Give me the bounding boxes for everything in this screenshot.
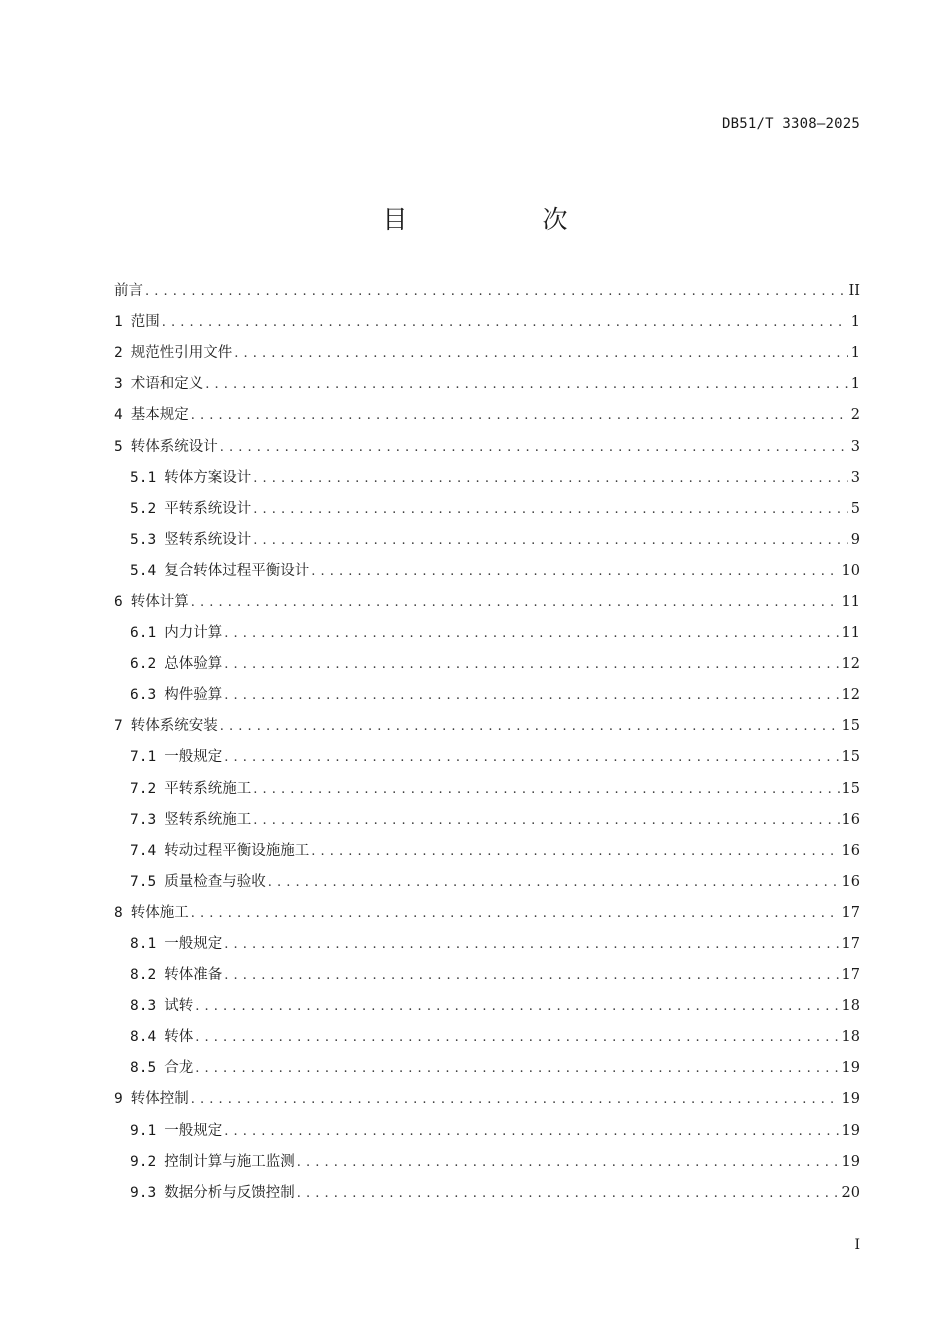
toc-entry-number: 4 xyxy=(114,407,123,424)
toc-entry-page: 15 xyxy=(841,749,860,766)
toc-entry-page: 18 xyxy=(841,1029,860,1046)
toc-entry-text: 平转系统设计 xyxy=(164,500,252,517)
toc-entry[interactable] xyxy=(114,400,860,431)
page-number: I xyxy=(854,1237,860,1253)
toc-entry-number: 8.3 xyxy=(130,998,157,1015)
toc-entry-number: 5.2 xyxy=(130,500,157,517)
toc-entry[interactable] xyxy=(114,618,860,649)
toc-entry-text: 转体施工 xyxy=(130,904,189,921)
toc-leader-dots xyxy=(205,369,848,400)
toc-entry-label xyxy=(130,494,253,525)
toc-entry-label xyxy=(130,556,311,587)
toc-entry-text: 转体控制 xyxy=(130,1091,189,1108)
toc-entry-page: 17 xyxy=(841,904,860,921)
toc-entry[interactable] xyxy=(114,338,860,369)
toc-entry[interactable] xyxy=(114,1053,860,1084)
toc-entry-page: 17 xyxy=(841,936,860,953)
toc-leader-dots xyxy=(297,1178,840,1209)
toc-entry-number: 1 xyxy=(114,314,123,331)
toc-entry[interactable] xyxy=(114,805,860,836)
toc-entry[interactable] xyxy=(114,307,860,338)
toc-entry-page: 18 xyxy=(841,998,860,1015)
toc-entry-text: 合龙 xyxy=(164,1060,194,1077)
toc-entry-number: 7 xyxy=(114,718,123,735)
toc-leader-dots xyxy=(220,432,848,463)
toc-leader-dots xyxy=(191,587,840,618)
toc-entry-label xyxy=(130,960,224,991)
toc-entry-label xyxy=(114,898,191,929)
toc-entry-text: 数据分析与反馈控制 xyxy=(164,1184,295,1201)
toc-entry-number: 7.1 xyxy=(130,749,157,766)
toc-entry-label xyxy=(114,400,191,431)
toc-entry-page: 15 xyxy=(841,718,860,735)
toc-entry-page: II xyxy=(848,283,860,300)
toc-leader-dots xyxy=(191,1084,840,1115)
toc-entry-label xyxy=(114,276,145,307)
toc-entry[interactable] xyxy=(114,711,860,742)
toc-entry-text: 转体系统设计 xyxy=(130,438,218,455)
table-of-contents xyxy=(114,276,860,1209)
toc-entry-number: 6.1 xyxy=(130,625,157,642)
toc-entry-text: 转体系统安装 xyxy=(130,718,218,735)
toc-entry[interactable] xyxy=(114,774,860,805)
toc-entry-label xyxy=(130,805,253,836)
toc-entry-number: 8.5 xyxy=(130,1060,157,1077)
toc-entry-label xyxy=(114,711,220,742)
toc-entry-number: 9.1 xyxy=(130,1122,157,1139)
toc-entry-label xyxy=(130,618,224,649)
toc-entry-label xyxy=(130,525,253,556)
toc-entry-page: 3 xyxy=(850,469,860,486)
toc-entry-page: 12 xyxy=(841,656,860,673)
toc-entry-label xyxy=(130,991,195,1022)
toc-entry-number: 8 xyxy=(114,904,123,921)
toc-entry-text: 基本规定 xyxy=(130,407,189,424)
toc-entry[interactable] xyxy=(114,836,860,867)
toc-entry-label xyxy=(130,1178,297,1209)
toc-entry[interactable] xyxy=(114,867,860,898)
toc-leader-dots xyxy=(224,1116,839,1147)
toc-entry-page: 5 xyxy=(850,500,860,517)
toc-entry[interactable] xyxy=(114,431,860,462)
toc-leader-dots xyxy=(253,525,848,556)
toc-entry-text: 范围 xyxy=(130,314,160,331)
toc-leader-dots xyxy=(191,400,848,431)
toc-entry-number: 6.3 xyxy=(130,687,157,704)
toc-entry-text: 一般规定 xyxy=(164,936,223,953)
toc-leader-dots xyxy=(253,774,839,805)
toc-entry-number: 7.4 xyxy=(130,842,157,859)
toc-entry-text: 一般规定 xyxy=(164,1122,223,1139)
toc-entry-number: 3 xyxy=(114,376,123,393)
page-title: 目 次 xyxy=(382,205,623,234)
toc-entry[interactable] xyxy=(114,680,860,711)
toc-leader-dots xyxy=(253,494,848,525)
toc-entry-number: 2 xyxy=(114,345,123,362)
toc-entry-page: 19 xyxy=(841,1153,860,1170)
toc-entry-text: 平转系统施工 xyxy=(164,780,252,797)
toc-entry[interactable] xyxy=(114,494,860,525)
toc-entry-text: 转体计算 xyxy=(130,593,189,610)
toc-entry-text: 转体准备 xyxy=(164,967,223,984)
toc-leader-dots xyxy=(224,649,839,680)
toc-entry-text: 总体验算 xyxy=(164,656,223,673)
toc-entry[interactable] xyxy=(114,587,860,618)
toc-entry-page: 9 xyxy=(850,531,860,548)
toc-entry-text: 术语和定义 xyxy=(130,376,204,393)
toc-leader-dots xyxy=(195,991,839,1022)
toc-entry-number: 8.1 xyxy=(130,936,157,953)
toc-entry-number: 5 xyxy=(114,438,123,455)
toc-entry-text: 试转 xyxy=(164,998,194,1015)
toc-leader-dots xyxy=(220,711,840,742)
toc-entry-page: 16 xyxy=(841,811,860,828)
toc-entry-page: 10 xyxy=(841,562,860,579)
toc-entry[interactable] xyxy=(114,649,860,680)
toc-entry[interactable] xyxy=(114,898,860,929)
document-code: DB51/T 3308—2025 xyxy=(721,116,860,132)
toc-entry-text: 内力计算 xyxy=(164,625,223,642)
toc-leader-dots xyxy=(253,463,848,494)
toc-entry-label xyxy=(130,1116,224,1147)
toc-entry-label xyxy=(130,1147,297,1178)
toc-entry[interactable] xyxy=(114,1022,860,1053)
toc-entry[interactable] xyxy=(114,1084,860,1115)
toc-entry-page: 19 xyxy=(841,1060,860,1077)
toc-entry-number: 6 xyxy=(114,593,123,610)
toc-entry-page: 1 xyxy=(850,345,860,362)
toc-entry-number: 7.5 xyxy=(130,873,157,890)
toc-entry[interactable] xyxy=(114,1116,860,1147)
toc-entry-page: 1 xyxy=(850,314,860,331)
toc-entry-text: 构件验算 xyxy=(164,687,223,704)
toc-entry[interactable] xyxy=(114,463,860,494)
toc-entry-page: 2 xyxy=(850,407,860,424)
toc-entry[interactable] xyxy=(114,991,860,1022)
toc-entry-label xyxy=(130,649,224,680)
toc-entry-label xyxy=(114,307,162,338)
toc-leader-dots xyxy=(224,618,839,649)
toc-entry-label xyxy=(114,587,191,618)
toc-entry-text: 转体 xyxy=(164,1029,194,1046)
toc-entry-page: 16 xyxy=(841,873,860,890)
toc-entry-page: 15 xyxy=(841,780,860,797)
toc-entry-page: 16 xyxy=(841,842,860,859)
toc-leader-dots xyxy=(224,960,839,991)
toc-leader-dots xyxy=(311,556,839,587)
toc-entry-page: 17 xyxy=(841,967,860,984)
toc-entry-label xyxy=(130,742,224,773)
toc-entry-label xyxy=(130,929,224,960)
toc-entry-number: 5.3 xyxy=(130,531,157,548)
toc-entry-label xyxy=(130,774,253,805)
toc-entry-label xyxy=(130,836,311,867)
toc-entry-page: 19 xyxy=(841,1122,860,1139)
toc-entry-text: 质量检查与验收 xyxy=(164,873,266,890)
toc-entry-label xyxy=(130,1053,195,1084)
toc-entry-text: 一般规定 xyxy=(164,749,223,766)
toc-leader-dots xyxy=(224,742,839,773)
toc-entry-number: 9 xyxy=(114,1091,123,1108)
toc-entry-text: 竖转系统设计 xyxy=(164,531,252,548)
toc-entry-page: 1 xyxy=(850,376,860,393)
toc-entry[interactable] xyxy=(114,742,860,773)
toc-entry-page: 11 xyxy=(841,593,860,610)
toc-entry-label xyxy=(130,1022,195,1053)
toc-leader-dots xyxy=(311,836,839,867)
toc-leader-dots xyxy=(162,307,848,338)
toc-leader-dots xyxy=(145,276,847,307)
toc-entry-number: 8.4 xyxy=(130,1029,157,1046)
toc-entry-label xyxy=(114,369,205,400)
toc-entry-page: 3 xyxy=(850,438,860,455)
toc-entry-page: 12 xyxy=(841,687,860,704)
toc-leader-dots xyxy=(224,929,839,960)
toc-entry[interactable] xyxy=(114,1178,860,1209)
toc-entry-page: 20 xyxy=(841,1184,860,1201)
toc-leader-dots xyxy=(253,805,839,836)
toc-entry[interactable] xyxy=(114,525,860,556)
toc-entry-number: 9.3 xyxy=(130,1184,157,1201)
toc-entry-label xyxy=(130,680,224,711)
toc-entry-number: 7.2 xyxy=(130,780,157,797)
toc-leader-dots xyxy=(268,867,840,898)
toc-entry-text: 规范性引用文件 xyxy=(130,345,233,362)
toc-entry[interactable] xyxy=(114,960,860,991)
toc-entry-number: 7.3 xyxy=(130,811,157,828)
toc-entry-label xyxy=(130,463,253,494)
toc-entry-text: 前言 xyxy=(114,283,143,300)
toc-entry-label xyxy=(114,338,234,369)
toc-entry-label xyxy=(130,867,268,898)
toc-entry-label xyxy=(114,1084,191,1115)
toc-entry-text: 转体方案设计 xyxy=(164,469,252,486)
toc-entry[interactable] xyxy=(114,1147,860,1178)
toc-leader-dots xyxy=(224,680,839,711)
toc-entry-text: 复合转体过程平衡设计 xyxy=(164,562,310,579)
toc-entry-text: 转动过程平衡设施施工 xyxy=(164,842,310,859)
toc-entry-page: 19 xyxy=(841,1091,860,1108)
toc-leader-dots xyxy=(234,338,848,369)
toc-entry-number: 5.1 xyxy=(130,469,157,486)
toc-entry-text: 竖转系统施工 xyxy=(164,811,252,828)
toc-entry-number: 6.2 xyxy=(130,656,157,673)
toc-entry[interactable] xyxy=(114,369,860,400)
toc-entry-label xyxy=(114,432,220,463)
toc-entry[interactable] xyxy=(114,276,860,307)
toc-entry[interactable] xyxy=(114,556,860,587)
toc-leader-dots xyxy=(297,1147,840,1178)
toc-entry-page: 11 xyxy=(841,625,860,642)
toc-entry-number: 5.4 xyxy=(130,562,157,579)
toc-entry-text: 控制计算与施工监测 xyxy=(164,1153,295,1170)
toc-entry-number: 9.2 xyxy=(130,1153,157,1170)
toc-leader-dots xyxy=(195,1022,839,1053)
toc-leader-dots xyxy=(195,1053,839,1084)
toc-leader-dots xyxy=(191,898,840,929)
toc-entry[interactable] xyxy=(114,929,860,960)
toc-entry-number: 8.2 xyxy=(130,967,157,984)
